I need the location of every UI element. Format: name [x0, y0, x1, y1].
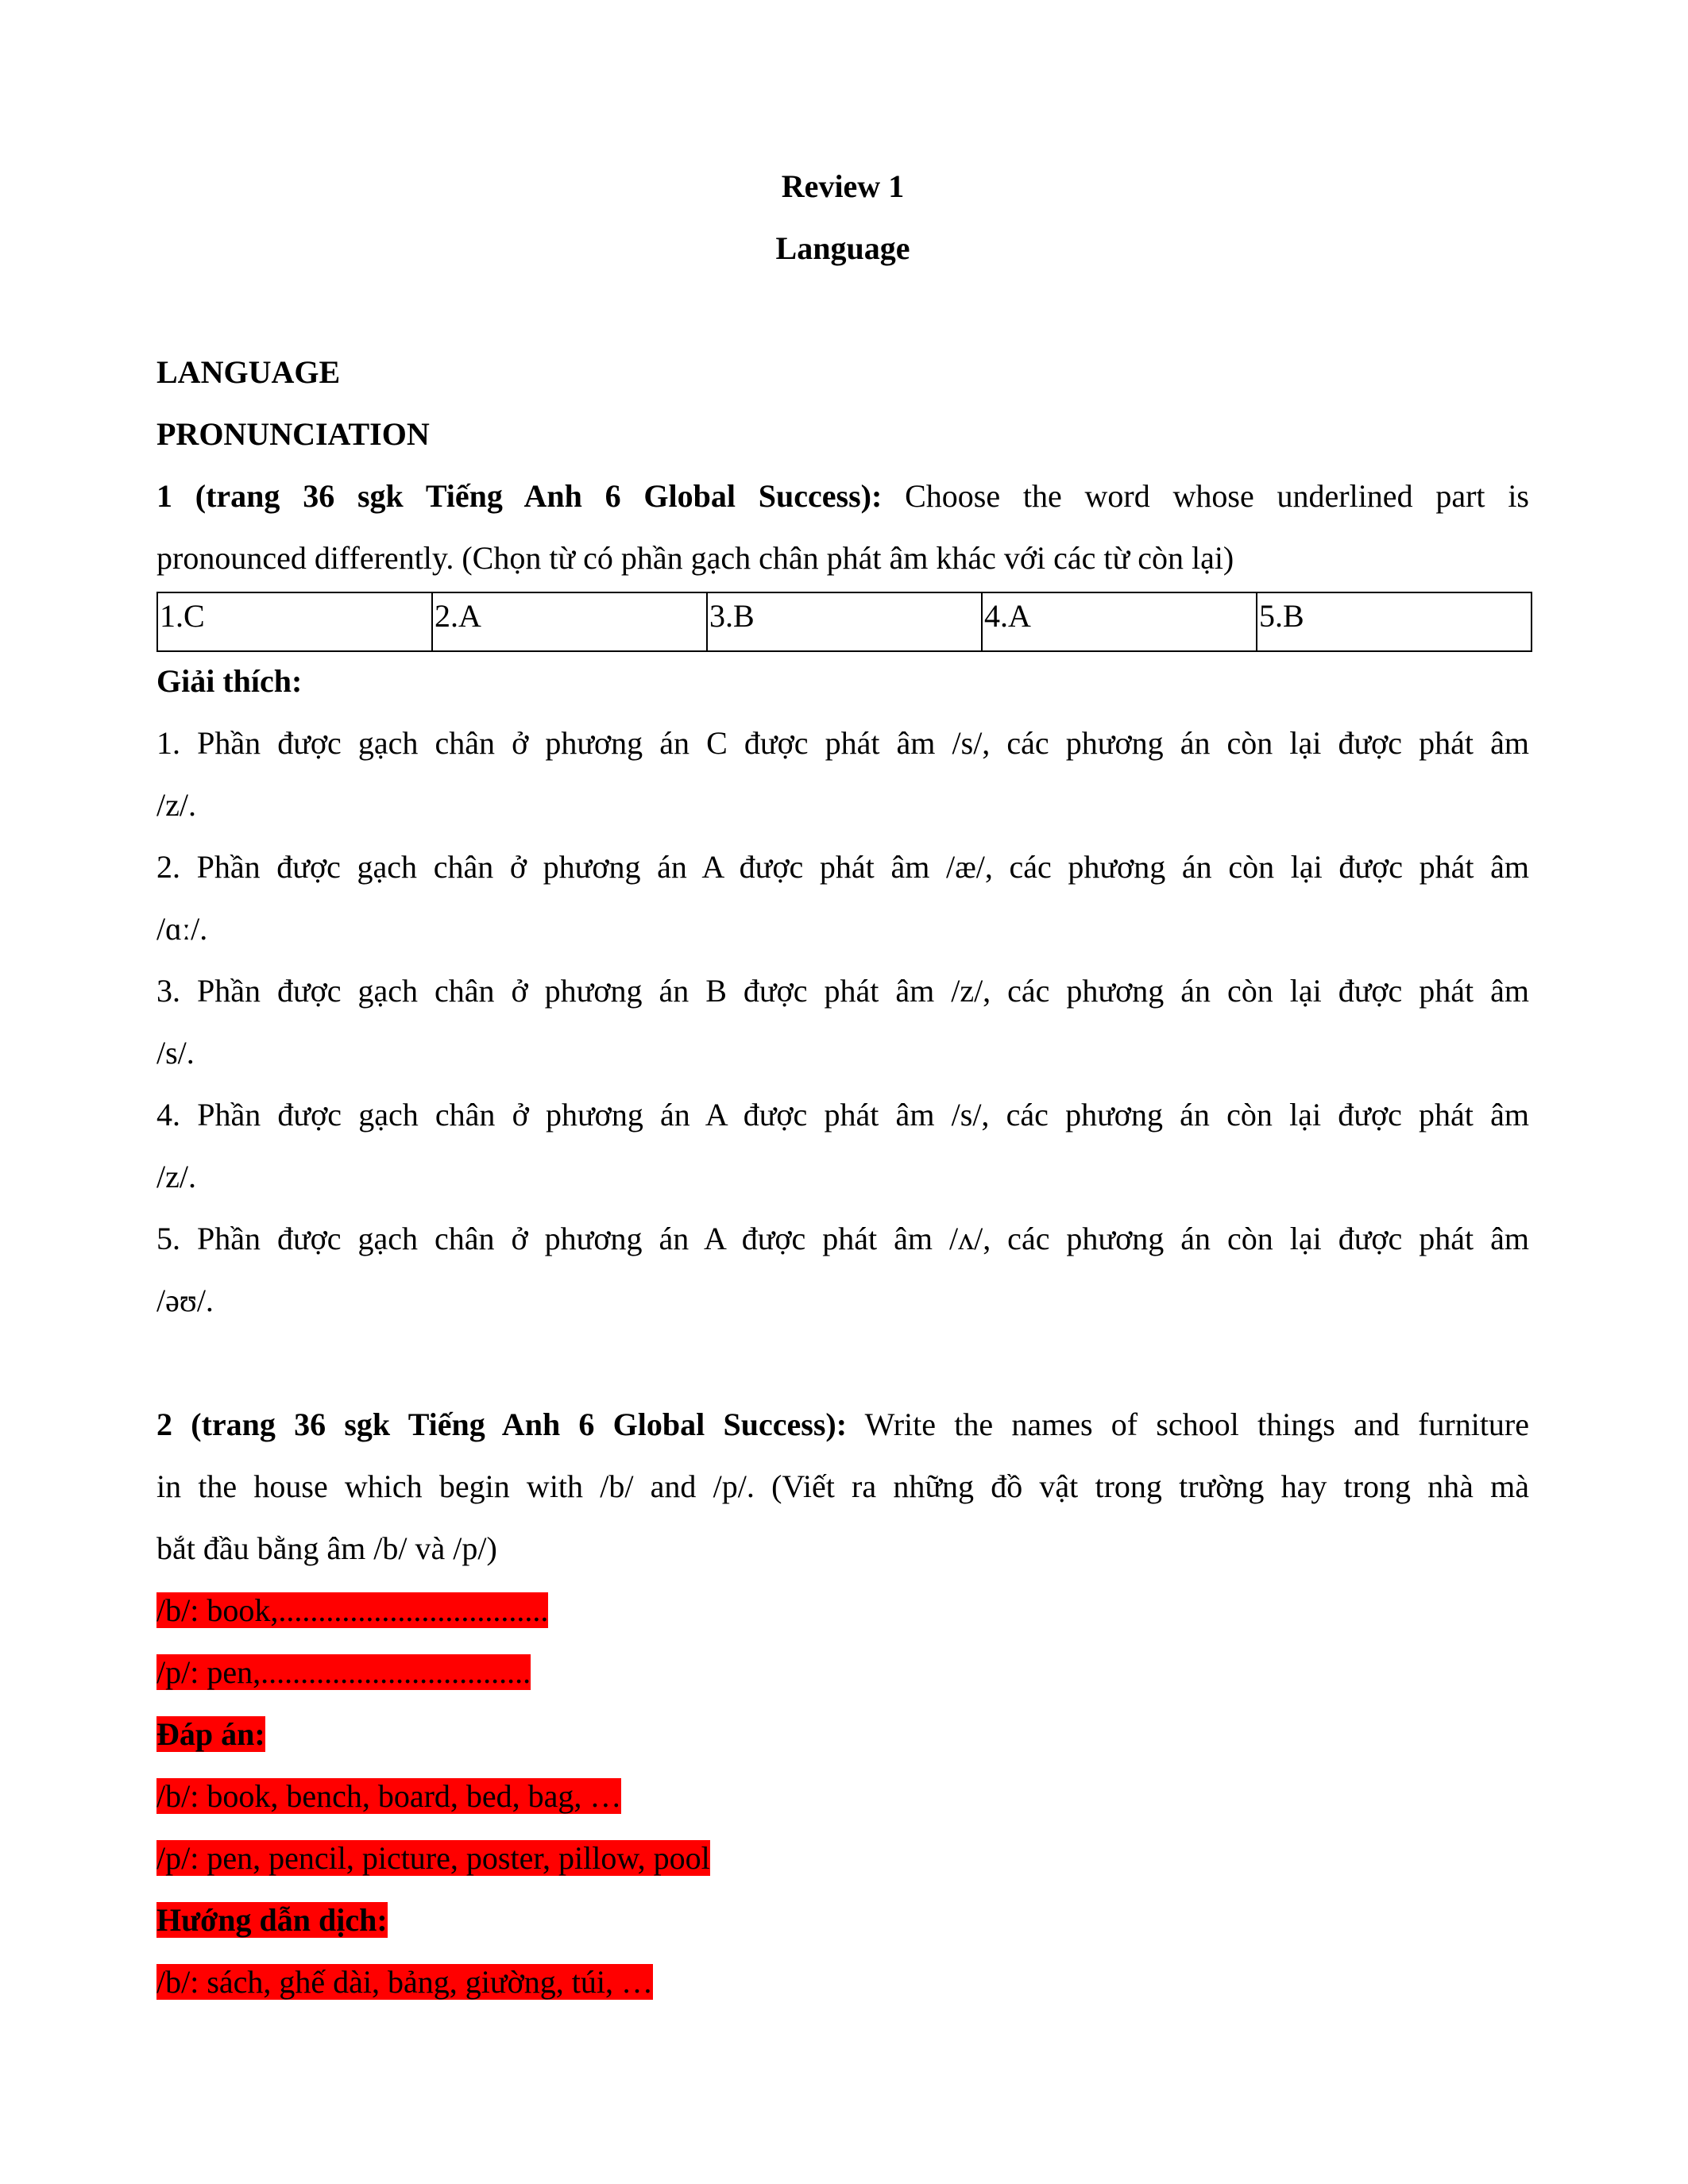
section-heading-language: LANGUAGE	[156, 354, 341, 390]
explanation-5-line1: 5. Phần được gạch chân ở phương án A được phát âm /ʌ/, các phương án còn lại được phát âm	[156, 1221, 1529, 1256]
explanation-4-line1: 4. Phần được gạch chân ở phương án A được phát âm /s/, các phương án còn lại được phát âm	[156, 1097, 1529, 1133]
answer-cell: 4.A	[982, 592, 1257, 651]
answer-heading-line	[156, 1704, 1529, 1765]
q1-text-line1: Choose the word whose underlined part is	[905, 478, 1529, 514]
answer-table	[156, 592, 1532, 652]
q2-text-line3: bắt đầu bằng âm /b/ và /p/)	[156, 1530, 497, 1566]
blank-line	[156, 280, 1529, 341]
translation-b: /b/: sách, ghế dài, bảng, giường, túi, …	[156, 1964, 653, 2000]
document-title: Review 1	[781, 168, 905, 204]
answer-p-line	[156, 1827, 1529, 1889]
prompt-b: /b/: book,..................................	[156, 1592, 549, 1628]
explanation-3-line2: /s/.	[156, 1035, 195, 1071]
answer-heading: Đáp án:	[156, 1716, 265, 1752]
translation-heading: Hướng dẫn dịch:	[156, 1902, 388, 1938]
q2-text-line1: Write the names of school things and furniture	[864, 1406, 1530, 1442]
answer-cell: 2.A	[432, 592, 707, 651]
q1-instruction-line1	[156, 465, 1529, 527]
translation-b-line	[156, 1951, 1529, 2013]
q1-label: 1 (trang 36 sgk Tiếng Anh 6 Global Success):	[156, 478, 883, 514]
answer-p: /p/: pen, pencil, picture, poster, pillow, pool	[156, 1840, 710, 1876]
q2-label: 2 (trang 36 sgk Tiếng Anh 6 Global Success):	[156, 1406, 848, 1442]
document-page	[156, 156, 1529, 2013]
q1-text-line2: pronounced differently. (Chọn từ có phần gạch chân phát âm khác với các từ còn lại)	[156, 540, 1234, 576]
explanation-1-line1: 1. Phần được gạch chân ở phương án C được phát âm /s/, các phương án còn lại được phát âm	[156, 725, 1529, 761]
section-heading-pronunciation: PRONUNCIATION	[156, 416, 430, 452]
explanation-heading: Giải thích:	[156, 663, 303, 699]
table-row	[157, 592, 1532, 651]
explanation-2-line1: 2. Phần được gạch chân ở phương án A được phát âm /æ/, các phương án còn lại được phát âm	[156, 849, 1529, 885]
answer-cell: 5.B	[1257, 592, 1532, 651]
explanation-3-line1: 3. Phần được gạch chân ở phương án B được phát âm /z/, các phương án còn lại được phát âm	[156, 973, 1529, 1009]
answer-b: /b/: book, bench, board, bed, bag, …	[156, 1778, 622, 1814]
blank-line	[156, 1332, 1529, 1394]
prompt-b-line	[156, 1580, 1529, 1642]
answer-b-line	[156, 1765, 1529, 1827]
document-subtitle: Language	[775, 230, 910, 266]
explanation-2-line2: /ɑː/.	[156, 911, 208, 947]
prompt-p: /p/: pen,..................................	[156, 1654, 531, 1690]
explanation-1-line2: /z/.	[156, 787, 196, 823]
prompt-p-line	[156, 1642, 1529, 1704]
q2-text-line2: in the house which begin with /b/ and /p/. (Viết ra những đồ vật trong trường hay trong nhà mà	[156, 1468, 1529, 1504]
answer-cell: 1.C	[157, 592, 432, 651]
explanation-5-line2: /əʊ/.	[156, 1283, 214, 1318]
q2-instruction-line1	[156, 1394, 1529, 1456]
answer-cell: 3.B	[707, 592, 982, 651]
explanation-4-line2: /z/.	[156, 1159, 196, 1194]
translation-heading-line	[156, 1889, 1529, 1951]
